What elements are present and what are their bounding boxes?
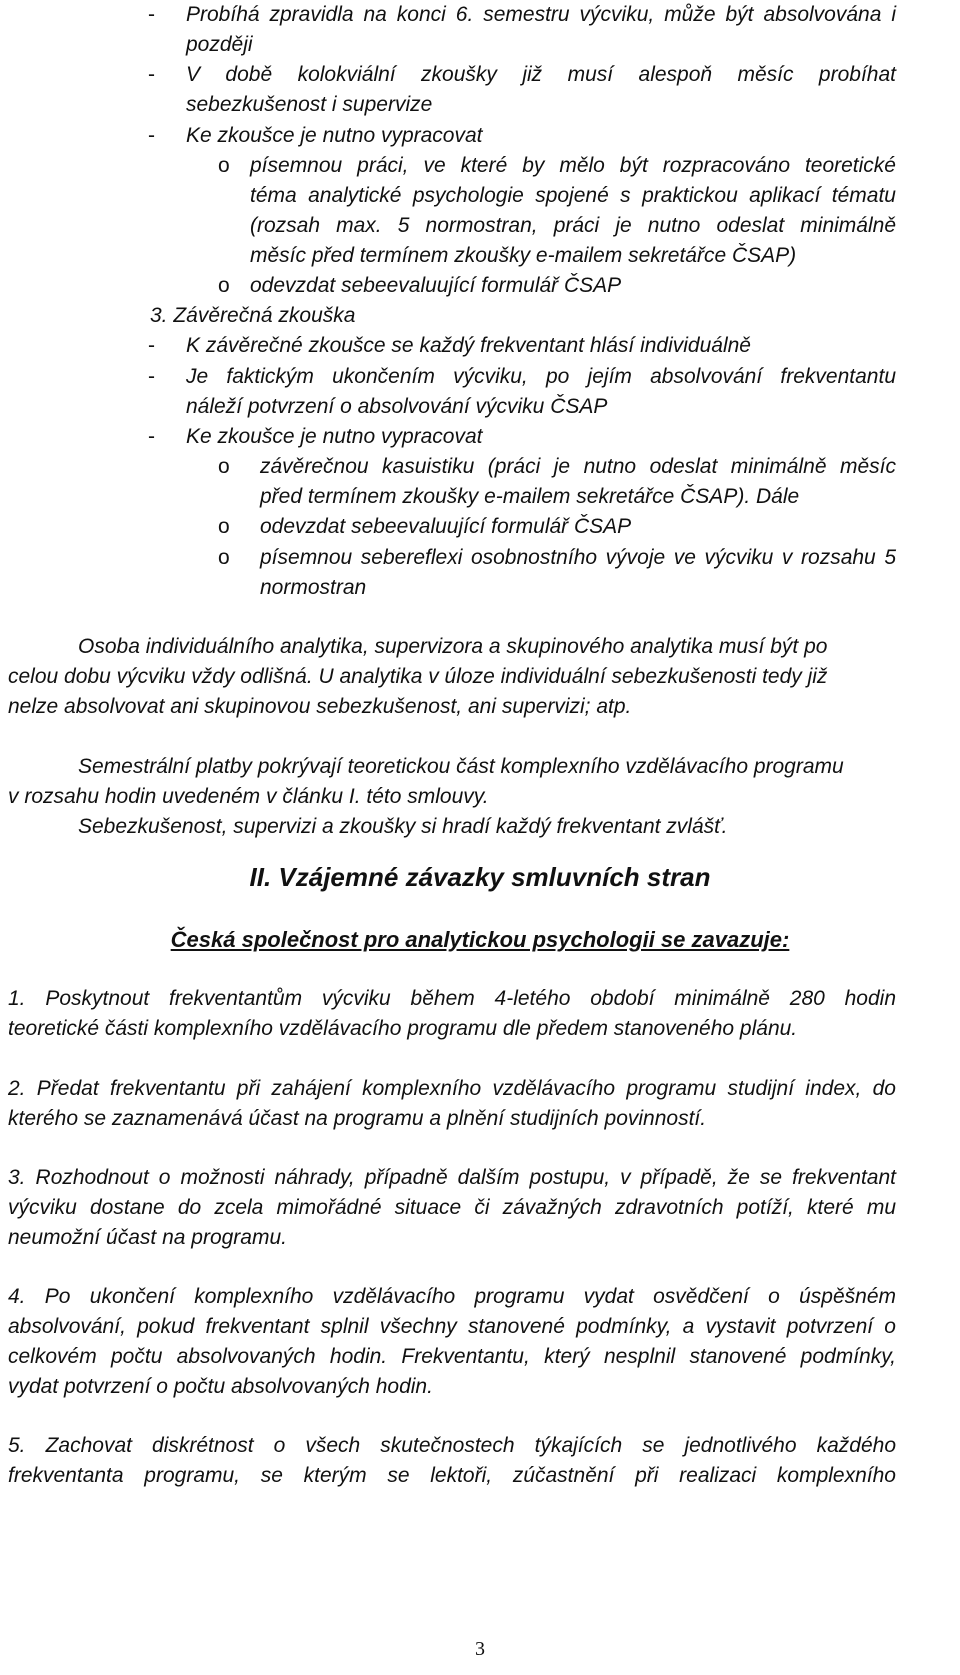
- list-item-line: V době kolokviální zkoušky již musí alespoň měsíc probíhat: [186, 63, 896, 86]
- obligation-line: 4. Po ukončení komplexního vzdělávacího programu vydat osvědčení o úspěšném: [8, 1285, 896, 1308]
- obligation-line: celkovém počtu absolvovaných hodin. Frekventantu, který nesplnil stanovené podmínky,: [8, 1345, 896, 1368]
- sub-bullet-marker: o: [218, 455, 230, 478]
- obligation-line: absolvování, pokud frekventant splnil všechny stanovené podmínky, a vystavit potvrzení o: [8, 1315, 896, 1338]
- paragraph-line: celou dobu výcviku vždy odlišná. U analytika v úloze individuální sebezkušenosti tedy již: [8, 665, 828, 688]
- sub-item-line: (rozsah max. 5 normostran, práci je nutno odeslat minimálně: [250, 214, 896, 237]
- obligation-line: neumožní účast na programu.: [8, 1226, 287, 1249]
- sub-bullet-marker: o: [218, 274, 230, 297]
- paragraph-line: Semestrální platby pokrývají teoretickou část komplexního vzdělávacího programu: [78, 755, 844, 778]
- sub-item-line: měsíc před termínem zkoušky e-mailem sekretářce ČSAP): [250, 244, 797, 267]
- dash-marker: -: [148, 425, 155, 448]
- list-item-line: Ke zkoušce je nutno vypracovat: [186, 124, 483, 147]
- obligation-line: 1. Poskytnout frekventantům výcviku během 4-letého období minimálně 280 hodin: [8, 987, 896, 1010]
- list-item-line: Probíhá zpravidla na konci 6. semestru výcviku, může být absolvována i: [186, 3, 896, 26]
- sub-item-line: písemnou sebereflexi osobnostního vývoje ve výcviku v rozsahu 5: [260, 546, 896, 569]
- sub-item-line: písemnou práci, ve které by mělo být rozpracováno teoretické: [250, 154, 896, 177]
- paragraph-line: v rozsahu hodin uvedeném v článku I. této smlouvy.: [8, 785, 489, 808]
- section-title: II. Vzájemné závazky smluvních stran: [249, 862, 711, 892]
- obligation-line: 3. Rozhodnout o možnosti náhrady, případně dalším postupu, v případě, že se frekventant: [8, 1166, 896, 1189]
- sub-item-line: před termínem zkoušky e-mailem sekretářce ČSAP). Dále: [260, 485, 800, 508]
- paragraph-line: Osoba individuálního analytika, supervizora a skupinového analytika musí být po: [78, 635, 828, 658]
- list-item-line: sebezkušenost i supervize: [186, 93, 433, 116]
- sub-bullet-marker: o: [218, 154, 230, 177]
- numbered-heading: 3. Závěrečná zkouška: [150, 304, 356, 327]
- obligation-line: teoretické části komplexního vzdělávacího programu dle předem stanoveného plánu.: [8, 1017, 798, 1040]
- dash-marker: -: [148, 63, 155, 86]
- paragraph-line: nelze absolvovat ani skupinovou sebezkušenost, ani supervizi; atp.: [8, 695, 632, 718]
- sub-item-line: téma analytické psychologie spojené s praktickou aplikací tématu: [250, 184, 896, 207]
- dash-marker: -: [148, 365, 155, 388]
- obligation-line: kterého se zaznamenává účast na programu a plnění studijních povinností.: [8, 1107, 707, 1130]
- dash-marker: -: [148, 124, 155, 147]
- sub-bullet-marker: o: [218, 546, 230, 569]
- paragraph-line: Sebezkušenost, supervizi a zkoušky si hradí každý frekventant zvlášť.: [78, 815, 728, 838]
- obligation-line: vydat potvrzení o počtu absolvovaných hodin.: [8, 1375, 433, 1398]
- list-item-line: Ke zkoušce je nutno vypracovat: [186, 425, 483, 448]
- dash-marker: -: [148, 334, 155, 357]
- page-number: 3: [475, 1638, 485, 1660]
- sub-item-line: odevzdat sebeevaluující formulář ČSAP: [260, 515, 632, 538]
- sub-item-line: normostran: [260, 576, 367, 599]
- obligation-line: výcviku dostane do zcela mimořádné situace či závažných zdravotních potíží, které mu: [8, 1196, 896, 1219]
- obligation-line: frekventanta programu, se kterým se lektoři, zúčastnění při realizaci komplexního: [8, 1464, 896, 1487]
- list-item-line: později: [186, 33, 253, 56]
- obligation-line: 5. Zachovat diskrétnost o všech skutečnostech týkajících se jednotlivého každého: [8, 1434, 896, 1457]
- sub-bullet-marker: o: [218, 515, 230, 538]
- dash-marker: -: [148, 3, 155, 26]
- list-item-line: náleží potvrzení o absolvování výcviku ČSAP: [186, 395, 608, 418]
- sub-item-line: odevzdat sebeevaluující formulář ČSAP: [250, 274, 622, 297]
- sub-item-line: závěrečnou kasuistiku (práci je nutno odeslat minimálně měsíc: [260, 455, 896, 478]
- obligation-line: 2. Předat frekventantu při zahájení komplexního vzdělávacího programu studijní index, do: [8, 1077, 896, 1100]
- list-item-line: K závěrečné zkoušce se každý frekventant hlásí individuálně: [186, 334, 751, 357]
- list-item-line: Je faktickým ukončením výcviku, po jejím absolvování frekventantu: [186, 365, 896, 388]
- section-subtitle: Česká společnost pro analytickou psychologii se zavazuje:: [170, 927, 790, 952]
